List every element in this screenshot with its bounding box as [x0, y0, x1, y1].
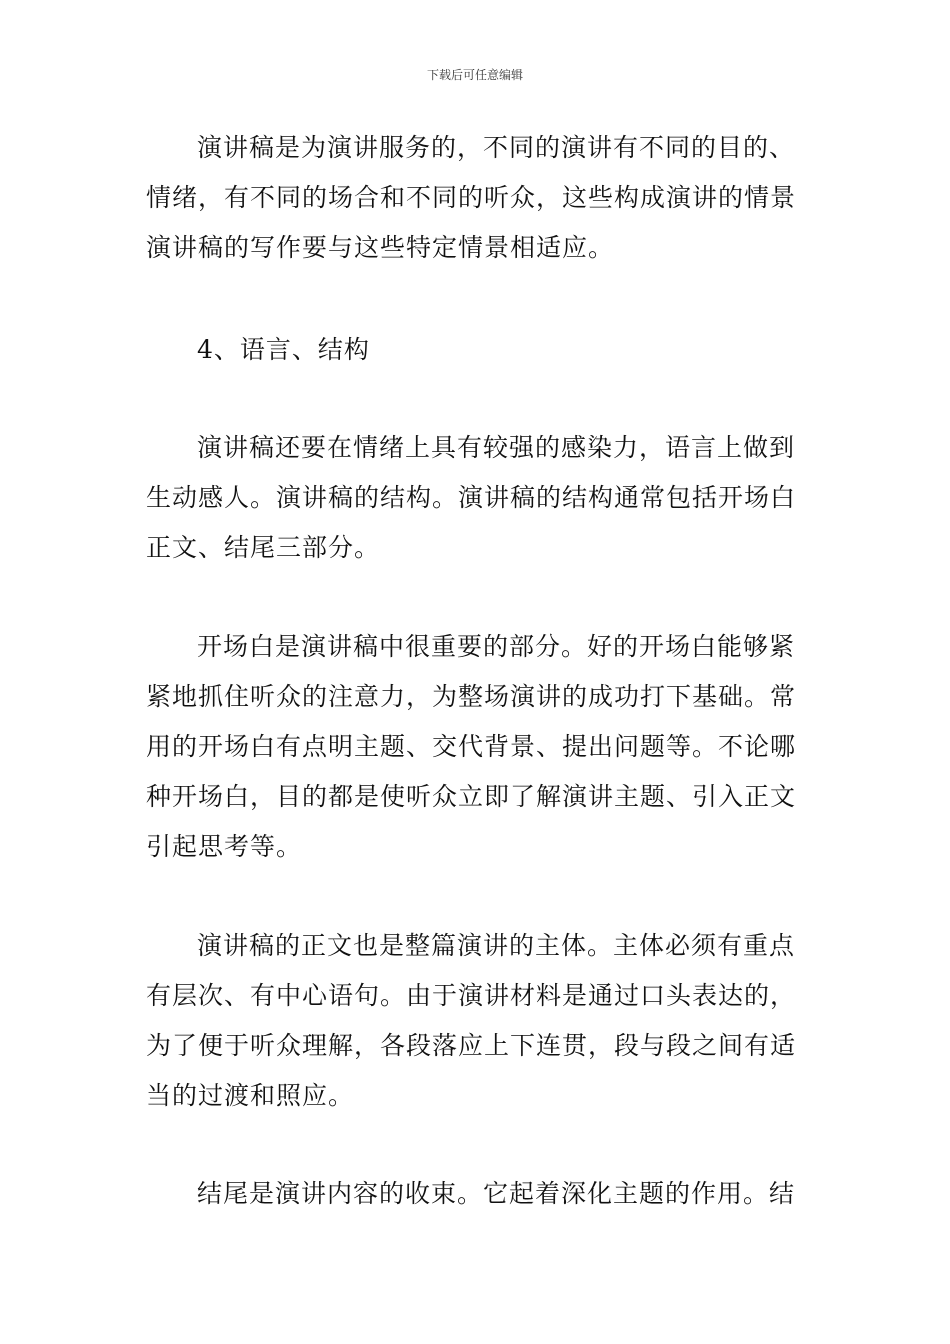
- text-line: 演讲稿的正文也是整篇演讲的主体。主体必须有重点: [197, 931, 796, 960]
- text-line: 种开场白，目的都是使听众立即了解演讲主题、引入正文: [146, 782, 797, 811]
- text-line: 情绪，有不同的场合和不同的听众，这些构成演讲的情景: [146, 183, 797, 212]
- text-line: 正文、结尾三部分。: [146, 533, 381, 562]
- paragraph-purpose: [146, 123, 796, 273]
- paragraph-ending: [146, 1169, 795, 1219]
- section-heading: [146, 325, 370, 375]
- text-line: 生动感人。演讲稿的结构。演讲稿的结构通常包括开场白: [146, 483, 797, 512]
- paragraph-language: [146, 423, 796, 573]
- text-line: 引起思考等。: [146, 832, 303, 861]
- text-line: 演讲稿还要在情绪上具有较强的感染力，语言上做到: [197, 433, 796, 462]
- heading-text: 4、语言、结构: [197, 335, 370, 364]
- text-line: 当的过渡和照应。: [146, 1081, 355, 1110]
- text-line: 演讲稿的写作要与这些特定情景相适应。: [146, 233, 615, 262]
- paragraph-opening: [146, 622, 796, 872]
- text-line: 结尾是演讲内容的收束。它起着深化主题的作用。结: [197, 1179, 796, 1208]
- paragraph-body: [146, 921, 796, 1121]
- text-line: 演讲稿是为演讲服务的，不同的演讲有不同的目的、: [197, 133, 796, 162]
- text-line: 有层次、有中心语句。由于演讲材料是通过口头表达的，: [146, 981, 797, 1010]
- text-line: 用的开场白有点明主题、交代背景、提出问题等。不论哪: [146, 732, 797, 761]
- header-note: 下载后可任意编辑: [426, 68, 523, 82]
- text-line: 开场白是演讲稿中很重要的部分。好的开场白能够紧: [197, 632, 796, 661]
- text-line: 为了便于听众理解，各段落应上下连贯，段与段之间有适: [146, 1031, 797, 1060]
- text-line: 紧地抓住听众的注意力，为整场演讲的成功打下基础。常: [146, 682, 797, 711]
